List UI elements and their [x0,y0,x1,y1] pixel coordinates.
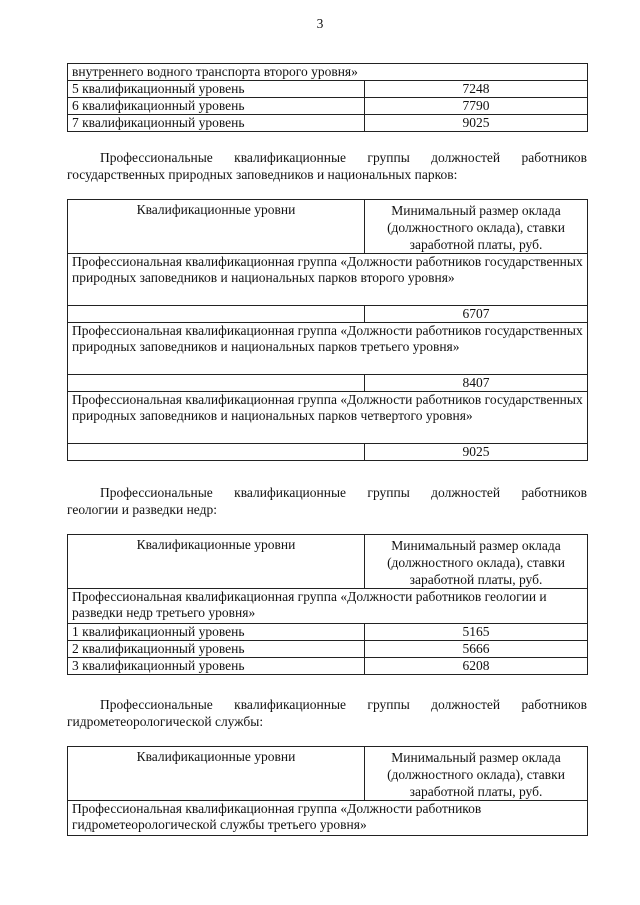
level-cell: 2 квалификационный уровень [68,641,365,658]
paragraph-line: Профессиональные квалификационные группы должностей работников [100,485,587,500]
group-title-cell: Профессиональная квалификационная группа «Должности работников государственных природных заповедников и национальных парков четвертого уровня» [68,392,588,444]
header-salary: Минимальный размер оклада (должностного оклада), ставки заработной платы, руб. [365,535,588,589]
group-title-cell: Профессиональная квалификационная группа «Должности работников государственных природных заповедников и национальных парков третьего уровня» [68,323,588,375]
group-title-cell: Профессиональная квалификационная группа «Должности работников геологии и разведки недр третьего уровня» [68,589,588,624]
paragraph-line: государственных природных заповедников и национальных парков: [67,167,458,182]
table-row [68,658,588,675]
header-salary: Минимальный размер оклада (должностного оклада), ставки заработной платы, руб. [365,200,588,254]
paragraph-line: Профессиональные квалификационные группы должностей работников [100,150,587,165]
table-row [68,624,588,641]
section3-paragraph [67,696,587,730]
header-levels: Квалификационные уровни [68,747,365,801]
level-cell: 3 квалификационный уровень [68,658,365,675]
value-cell: 8407 [365,375,588,392]
group-title-cell: Профессиональная квалификационная группа «Должности работников государственных природных заповедников и национальных парков второго уровня» [68,254,588,306]
value-cell: 6208 [365,658,588,675]
level-cell: 7 квалификационный уровень [68,115,365,132]
group-title-cell: внутреннего водного транспорта второго уровня» [68,64,588,81]
hydromet-table [67,746,588,836]
table-row [68,641,588,658]
header-levels: Квалификационные уровни [68,535,365,589]
table-row [68,81,588,98]
table-row [68,115,588,132]
value-cell: 6707 [365,306,588,323]
value-cell: 5666 [365,641,588,658]
level-cell: 1 квалификационный уровень [68,624,365,641]
section1-paragraph [67,149,587,183]
value-cell: 7790 [365,98,588,115]
value-cell: 5165 [365,624,588,641]
reserves-table [67,199,588,461]
header-levels: Квалификационные уровни [68,200,365,254]
paragraph-line: Профессиональные квалификационные группы должностей работников [100,697,587,712]
level-cell: 5 квалификационный уровень [68,81,365,98]
value-cell: 9025 [365,115,588,132]
value-cell: 9025 [365,444,588,461]
geology-table [67,534,588,675]
paragraph-line: гидрометеорологической службы: [67,714,264,729]
page-number: 3 [316,16,324,31]
header-salary: Минимальный размер оклада (должностного оклада), ставки заработной платы, руб. [365,747,588,801]
value-cell: 7248 [365,81,588,98]
level-cell: 6 квалификационный уровень [68,98,365,115]
section2-paragraph [67,484,587,518]
paragraph-line: геологии и разведки недр: [67,502,217,517]
transport-table [67,63,588,132]
table-row [68,98,588,115]
group-title-cell: Профессиональная квалификационная группа «Должности работников гидрометеорологической службы третьего уровня» [68,801,588,836]
